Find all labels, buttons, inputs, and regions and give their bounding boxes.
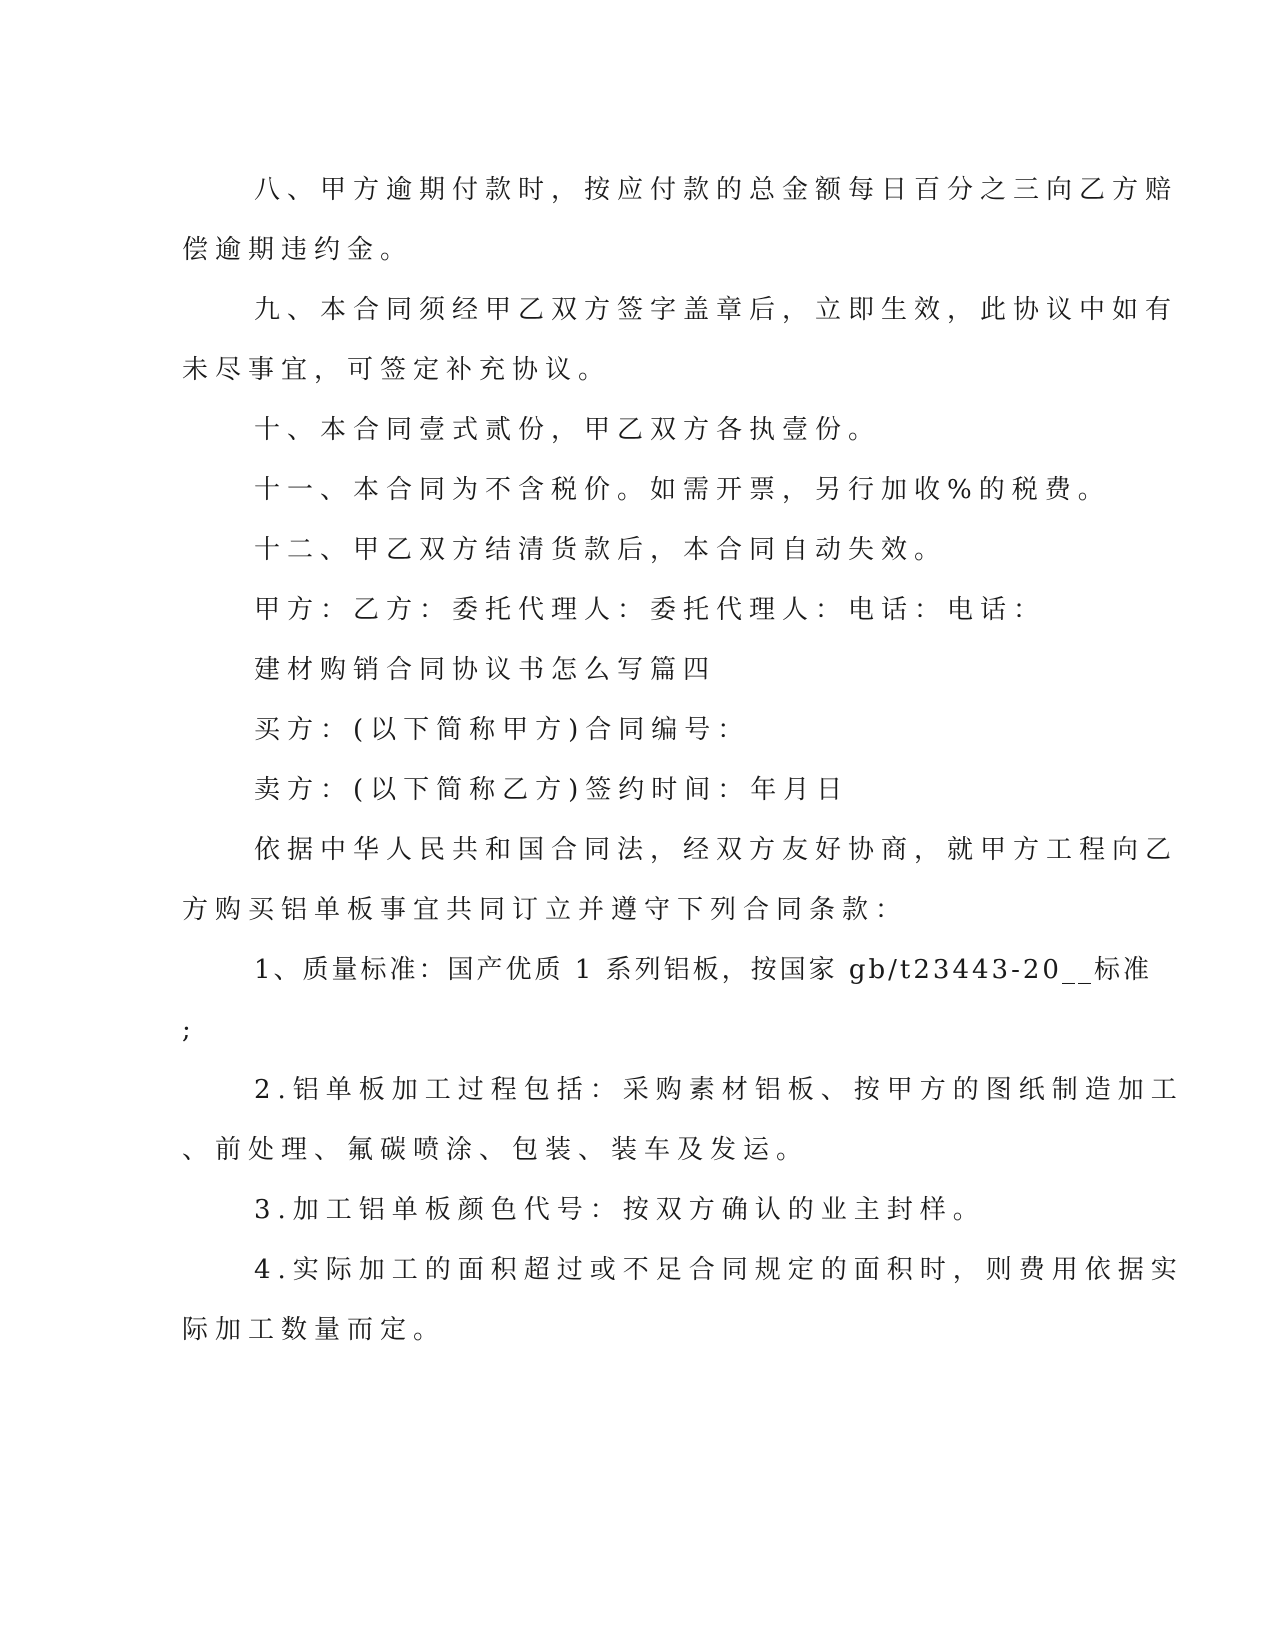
item-1-line-2: ;	[182, 1015, 198, 1045]
clause-12: 十二、甲乙双方结清货款后，本合同自动失效。	[254, 535, 948, 565]
seller-line: 卖方：(以下简称乙方)签约时间：年月日	[254, 775, 850, 805]
section-heading: 建材购销合同协议书怎么写篇四	[254, 655, 717, 685]
item-3: 3.加工铝单板颜色代号：按双方确认的业主封样。	[254, 1195, 986, 1225]
clause-9-line-1: 九、本合同须经甲乙双方签字盖章后，立即生效，此协议中如有	[254, 295, 1179, 325]
item-1-line-1: 1、质量标准：国产优质 1 系列铝板，按国家 gb/t23443-20__标准	[254, 955, 1152, 985]
preamble-line-2: 方购买铝单板事宜共同订立并遵守下列合同条款：	[182, 895, 909, 925]
signature-block: 甲方：乙方：委托代理人：委托代理人：电话：电话：	[254, 595, 1047, 625]
clause-8-line-1: 八、甲方逾期付款时，按应付款的总金额每日百分之三向乙方赔	[254, 175, 1179, 205]
preamble-line-1: 依据中华人民共和国合同法，经双方友好协商，就甲方工程向乙	[254, 835, 1179, 865]
buyer-line: 买方：(以下简称甲方)合同编号：	[254, 715, 751, 745]
item-2-line-1: 2.铝单板加工过程包括：采购素材铝板、按甲方的图纸制造加工	[254, 1075, 1184, 1105]
document-page	[182, 160, 1184, 1360]
clause-10: 十、本合同壹式贰份，甲乙双方各执壹份。	[254, 415, 882, 445]
clause-9-line-2: 未尽事宜，可签定补充协议。	[182, 355, 612, 385]
item-4-line-2: 际加工数量而定。	[182, 1315, 447, 1345]
item-4-line-1: 4.实际加工的面积超过或不足合同规定的面积时，则费用依据实	[254, 1255, 1184, 1285]
clause-11: 十一、本合同为不含税价。如需开票，另行加收%的税费。	[254, 475, 1111, 505]
clause-8-line-2: 偿逾期违约金。	[182, 235, 414, 265]
item-2-line-2: 、前处理、氟碳喷涂、包装、装车及发运。	[182, 1135, 810, 1165]
